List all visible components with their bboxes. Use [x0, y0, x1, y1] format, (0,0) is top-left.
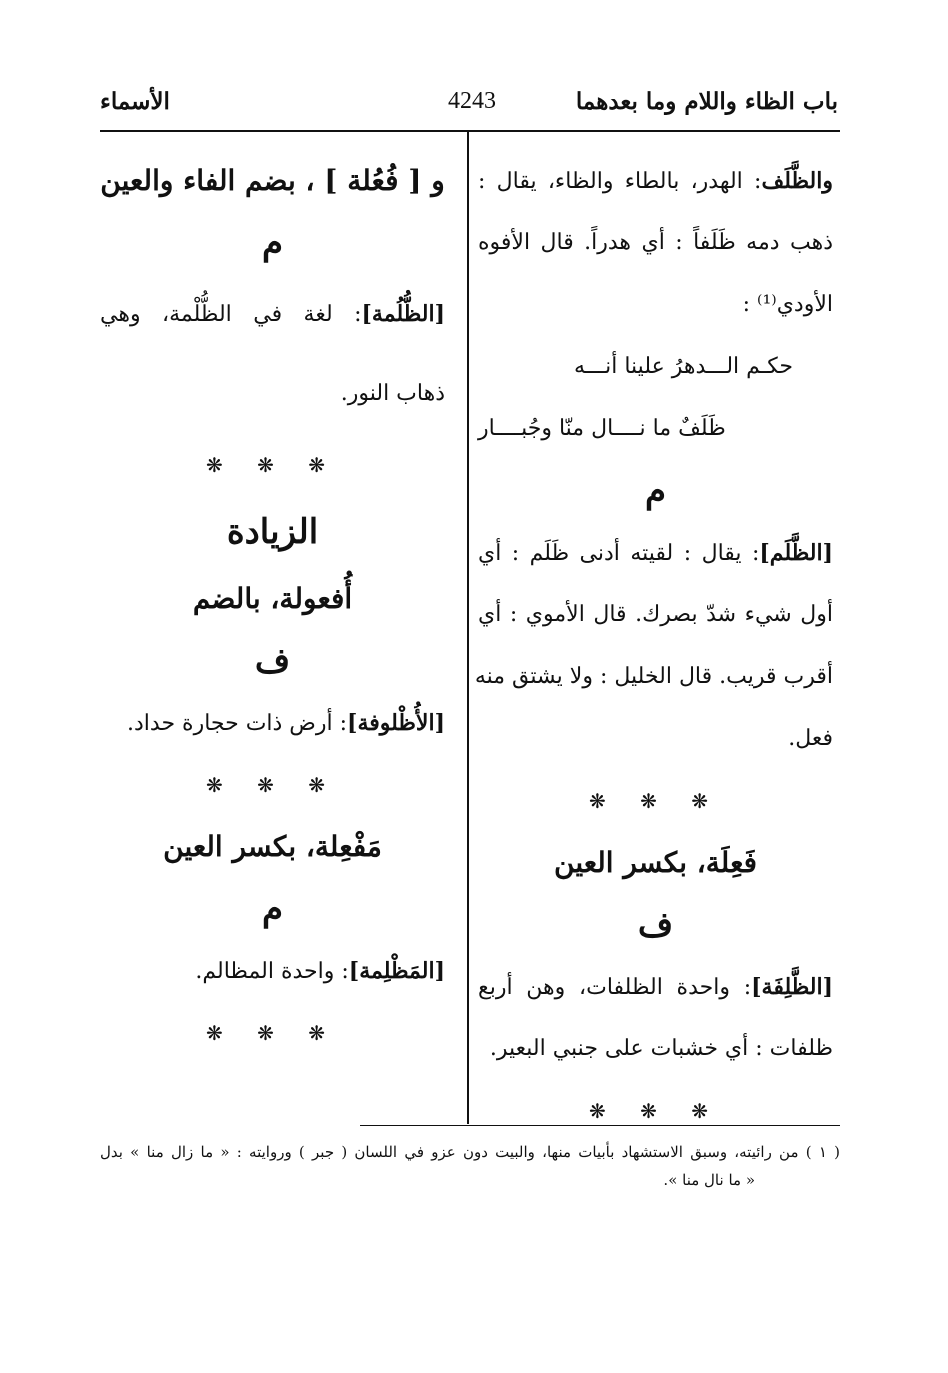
- pattern-heading: مَفْعِلة، بكسر العين: [163, 830, 382, 863]
- entry-line: فعل.: [788, 726, 833, 751]
- entry-term: [الظَّلَم]: [759, 540, 833, 566]
- entry-text: : الهدر، بالطاء والظاء، يقال :: [478, 169, 762, 194]
- section-separator: ❋ ❋ ❋: [589, 1099, 722, 1123]
- section-separator: ❋ ❋ ❋: [589, 789, 722, 813]
- header-rule: [100, 130, 840, 132]
- entry-text: : واحدة المظالم.: [195, 959, 349, 984]
- entry-term: [المَظْلِمة]: [348, 958, 445, 984]
- letter-heading: م: [644, 471, 667, 511]
- footnote-line: ( ١ ) من رائيته، وسبق الاستشهاد بأبيات منها، والبيت دون عزو في اللسان ( جبر ) وروايته : « ما زال منا » بدل: [100, 1143, 840, 1161]
- verse-line: ظَلَفٌ ما نــــال منّا وجُبــــار: [478, 416, 726, 441]
- section-heading: الزيادة: [226, 512, 319, 552]
- entry-term: [الظُّلُمة]: [361, 301, 445, 327]
- entry-line: [100, 692, 445, 754]
- entry-line: [100, 274, 445, 354]
- right-column: [474, 150, 833, 1142]
- entry-line: ذهاب النور.: [340, 381, 445, 406]
- entry-text: : أرض ذات حجارة حداد.: [127, 711, 348, 736]
- entry-text: : يقال : لقيته أدنى ظَلَم : أي: [478, 541, 760, 566]
- footnote-rule: [360, 1125, 840, 1126]
- left-column: [100, 150, 445, 1064]
- letter-heading: ف: [637, 905, 674, 945]
- column-divider: [467, 130, 469, 1124]
- letter-heading: م: [261, 889, 284, 929]
- entry-line: [478, 150, 833, 212]
- letter-heading: ف: [254, 641, 291, 681]
- entry-line: أول شيء شدّ بصرك. قال الأموي : أي: [478, 602, 833, 627]
- entry-term: [الظَّلِفَة]: [751, 974, 833, 1000]
- entry-line: الأودي⁽¹⁾ :: [742, 292, 833, 317]
- entry-line: [478, 956, 833, 1018]
- pattern-heading: و [ فُعُلة ] ، بضم الفاء والعين: [100, 164, 445, 197]
- entry-line: ظلفات : أي خشبات على جنبي البعير.: [489, 1036, 833, 1061]
- verse-line: حكـم الـــدهرُ علينا أنـــه: [573, 354, 793, 379]
- entry-line: ذهب دمه ظَلَفاً : أي هدراً. قال الأفوه: [478, 230, 833, 255]
- entry-term: والظَّلَف: [761, 168, 833, 194]
- entry-line: [478, 522, 833, 584]
- page-number: 4243: [448, 88, 496, 114]
- entry-line: [100, 940, 445, 1002]
- footnote-line: « ما نال منا ».: [663, 1171, 755, 1189]
- entry-term: [الأُظْلوفة]: [347, 710, 445, 736]
- section-separator: ❋ ❋ ❋: [206, 773, 339, 797]
- entry-line: أقرب قريب. قال الخليل : ولا يشتق منه: [474, 664, 833, 689]
- section-title: الأسماء: [100, 88, 170, 115]
- pattern-heading: فَعِلَة، بكسر العين: [554, 846, 757, 879]
- pattern-heading: أُفعولة، بالضم: [192, 582, 353, 615]
- section-separator: ❋ ❋ ❋: [206, 1021, 339, 1045]
- section-separator: ❋ ❋ ❋: [206, 453, 339, 477]
- letter-heading: م: [261, 223, 284, 263]
- chapter-title: باب الظاء واللام وما بعدهما: [575, 88, 838, 115]
- footnote: [100, 1138, 840, 1194]
- entry-text: : لغة في الظُّلْمة، وهي: [100, 302, 362, 327]
- entry-text: : واحدة الظلفات، وهن أربع: [478, 975, 752, 1000]
